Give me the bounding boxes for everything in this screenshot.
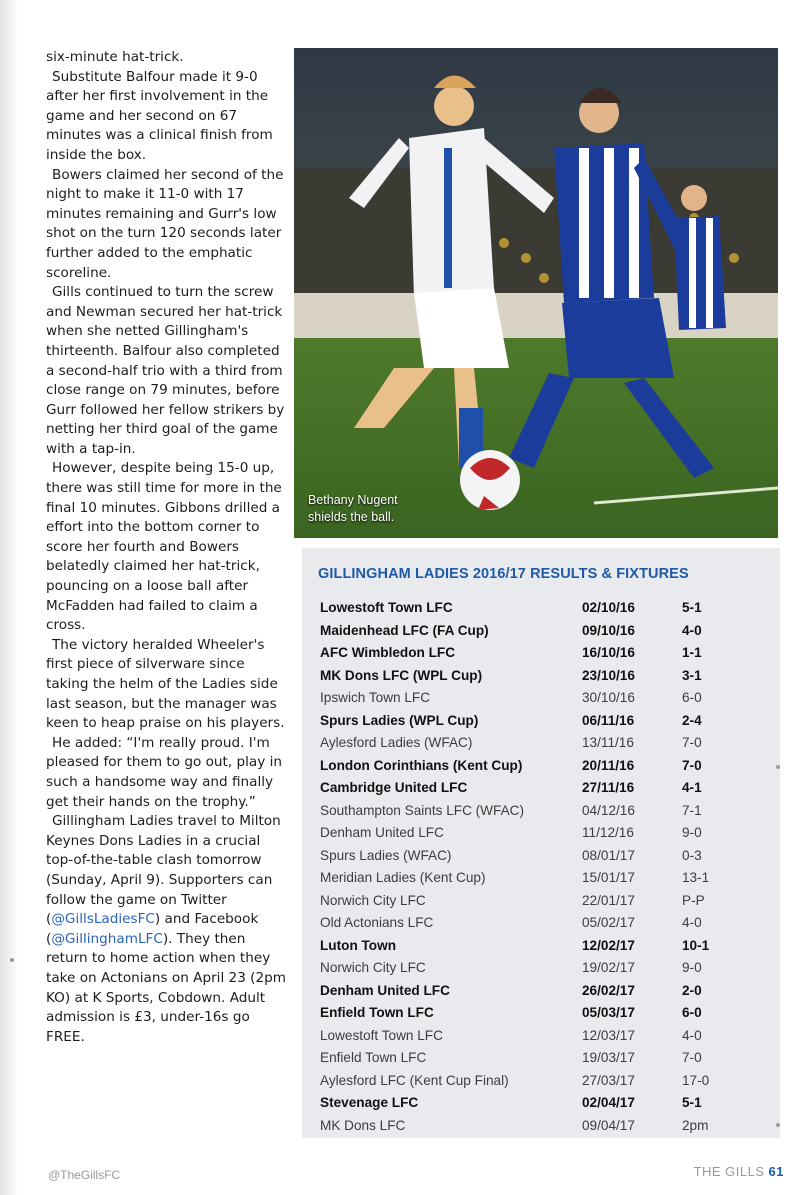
article-text-run: ) and Facebook ( <box>46 911 259 947</box>
article-paragraph: Bowers claimed her second of the night to make it 11-0 with 17 minutes remaining and Gurr's low shot on the turn 120 seconds later further added to the emphatic scoreline. <box>46 166 284 281</box>
fixture-team: Aylesford Ladies (WFAC) <box>320 735 473 750</box>
fixture-date: 12/03/17 <box>582 1027 635 1043</box>
fixture-team: Enfield Town LFC <box>320 1005 434 1020</box>
fixture-score: 6-0 <box>682 1005 702 1020</box>
fixture-date: 22/01/17 <box>582 892 635 908</box>
fixture-date: 11/12/16 <box>582 825 634 840</box>
fixture-row <box>320 1070 770 1091</box>
fixture-date: 05/02/17 <box>582 915 635 930</box>
fixture-row <box>320 755 770 776</box>
article-paragraph: He added: “I'm really proud. I'm pleased for them to go out, play in such a handsome way and finally get their hands on the trophy.” <box>46 734 283 810</box>
fixture-date: 26/02/17 <box>582 982 635 998</box>
article-paragraph: Gills continued to turn the screw and Newman secured her hat-trick when she netted Gillingham's thirteenth. Balfour also completed a second-half trio with a third from close range on 79 minutes, before Gurr followed her fellow strikers by netting her third goal of the game with a tap-in. <box>46 284 285 457</box>
fixture-team: Aylesford LFC (Kent Cup Final) <box>320 1072 509 1088</box>
article-text-run: Gillingham Ladies travel to Milton Keynes Dons Ladies in a crucial top-of-the-table clash tomorrow (Sunday, April 9). Supporters can follow the game on Twitter ( <box>46 813 281 928</box>
match-photo-illustration <box>294 48 778 538</box>
fixture-row <box>320 777 770 798</box>
fixture-score: 2-0 <box>682 982 702 998</box>
fixture-team: MK Dons LFC <box>320 1117 406 1133</box>
fixture-score: 13-1 <box>682 870 710 885</box>
photo-caption <box>308 492 398 526</box>
fixture-row <box>320 732 770 753</box>
fixture-row <box>320 980 770 1001</box>
fixture-score: 2pm <box>682 1117 709 1133</box>
fixture-score: P-P <box>682 892 705 908</box>
fixture-score: 5-1 <box>682 1095 702 1110</box>
fixture-date: 02/04/17 <box>582 1095 635 1110</box>
fixture-team: Lowestoft Town LFC <box>320 1027 443 1043</box>
fixture-score: 3-1 <box>682 667 702 683</box>
fixture-row <box>320 642 770 663</box>
fixture-row <box>320 1115 770 1136</box>
fixture-score: 4-1 <box>682 780 702 795</box>
fixture-team: Ipswich Town LFC <box>320 690 431 705</box>
fixture-row <box>320 665 770 686</box>
fixture-score: 7-0 <box>682 735 702 750</box>
fixture-score: 9-0 <box>682 960 702 975</box>
fixture-team: London Corinthians (Kent Cup) <box>320 757 523 773</box>
fixtures-title: GILLINGHAM LADIES 2016/17 RESULTS & FIXTURES <box>318 566 689 582</box>
fixture-row <box>320 1025 770 1046</box>
fixture-date: 12/02/17 <box>582 937 635 953</box>
fixture-score: 7-0 <box>682 757 702 773</box>
fixture-team: Old Actonians LFC <box>320 915 434 930</box>
fixture-date: 16/10/16 <box>582 645 635 660</box>
fixture-team: Maidenhead LFC (FA Cup) <box>320 622 489 638</box>
fixture-team: Norwich City LFC <box>320 892 426 908</box>
fixture-team: MK Dons LFC (WPL Cup) <box>320 667 483 683</box>
footer-folio <box>694 1164 784 1179</box>
fixture-score: 7-0 <box>682 1050 702 1065</box>
fixture-score: 4-0 <box>682 915 702 930</box>
fixture-row <box>320 800 770 821</box>
fixture-date: 20/11/16 <box>582 757 635 773</box>
fixture-row <box>320 597 770 618</box>
fixture-score: 6-0 <box>682 690 702 705</box>
article-text-run: ). They then return to home action when they take on Actonians on April 23 (2pm KO) at K Sports, Cobdown. Adult admission is £3, under-16s go FREE. <box>46 930 286 1045</box>
fixture-score: 10-1 <box>682 937 710 953</box>
fixture-team: Norwich City LFC <box>320 960 426 975</box>
photo-caption-line: shields the ball. <box>308 510 395 524</box>
footer-social-handle: @TheGillsFC <box>48 1168 121 1182</box>
match-photo <box>294 48 778 538</box>
fixture-team: Denham United LFC <box>320 825 444 840</box>
fixture-team: AFC Wimbledon LFC <box>320 645 456 660</box>
fixture-team: Denham United LFC <box>320 982 450 998</box>
facebook-handle-link[interactable]: @GillinghamLFC <box>51 930 163 947</box>
fixture-date: 30/10/16 <box>582 690 635 705</box>
fixture-row <box>320 710 770 731</box>
article-text <box>46 48 286 1047</box>
fixture-date: 23/10/16 <box>582 667 635 683</box>
fixture-date: 04/12/16 <box>582 802 635 818</box>
fixture-row <box>320 1047 770 1068</box>
fixture-date: 09/10/16 <box>582 622 635 638</box>
page-number: 61 <box>768 1164 784 1179</box>
fixture-row <box>320 1092 770 1113</box>
fixture-team: Lowestoft Town LFC <box>320 600 453 615</box>
fixture-date: 08/01/17 <box>582 847 635 863</box>
fixture-row <box>320 1002 770 1023</box>
fixture-date: 06/11/16 <box>582 712 635 728</box>
fixture-team: Spurs Ladies (WPL Cup) <box>320 712 479 728</box>
fixture-score: 1-1 <box>682 645 702 660</box>
fixture-team: Enfield Town LFC <box>320 1050 427 1065</box>
fixture-team: Southampton Saints LFC (WFAC) <box>320 802 524 818</box>
fixture-team: Luton Town <box>320 937 396 953</box>
fixture-date: 27/03/17 <box>582 1072 635 1088</box>
fixture-score: 4-0 <box>682 1027 702 1043</box>
twitter-handle-link[interactable]: @GillsLadiesFC <box>51 911 155 928</box>
article-paragraph: However, despite being 15-0 up, there was still time for more in the final 10 minutes. Gibbons drilled a effort into the bottom corner to score her fourth and Bowers belatedly claimed her hat-trick, pouncing on a loose ball after McFadden had failed to claim a cross. <box>46 460 282 634</box>
fixture-score: 2-4 <box>682 712 702 728</box>
fixture-team: Spurs Ladies (WFAC) <box>320 847 452 863</box>
article-paragraph: Substitute Balfour made it 9-0 after her first involvement in the game and her second on 67 minutes was a clinical finish from inside the box. <box>46 68 273 163</box>
print-speck <box>776 1123 780 1127</box>
print-speck <box>776 765 780 769</box>
fixture-score: 0-3 <box>682 847 702 863</box>
article-paragraph: The victory heralded Wheeler's first piece of silverware since taking the helm of the Ladies side last season, but the manager was keen to heap praise on his players. <box>46 636 285 732</box>
fixture-date: 02/10/16 <box>582 600 635 615</box>
photo-caption-line: Bethany Nugent <box>308 493 398 507</box>
fixture-row <box>320 890 770 911</box>
fixture-row <box>320 822 770 843</box>
fixture-team: Cambridge United LFC <box>320 780 468 795</box>
fixture-date: 19/03/17 <box>582 1050 635 1065</box>
results-fixtures-panel <box>302 548 780 1138</box>
fixture-score: 5-1 <box>682 600 702 615</box>
fixture-row <box>320 845 770 866</box>
fixture-date: 19/02/17 <box>582 960 635 975</box>
article-paragraph-final <box>46 812 286 1047</box>
fixture-score: 4-0 <box>682 622 702 638</box>
fixture-row <box>320 620 770 641</box>
fixture-date: 27/11/16 <box>582 780 635 795</box>
article-paragraph: six-minute hat-trick. <box>46 49 184 65</box>
fixture-row <box>320 912 770 933</box>
fixture-date: 15/01/17 <box>582 870 635 885</box>
page-spine-shadow <box>0 0 18 1195</box>
fixture-score: 9-0 <box>682 825 702 840</box>
fixture-team: Meridian Ladies (Kent Cup) <box>320 870 486 885</box>
fixture-row <box>320 867 770 888</box>
fixture-date: 13/11/16 <box>582 735 634 750</box>
fixture-row <box>320 687 770 708</box>
fixture-row <box>320 957 770 978</box>
fixture-date: 05/03/17 <box>582 1005 635 1020</box>
print-speck <box>10 958 14 962</box>
fixture-team: Stevenage LFC <box>320 1095 419 1110</box>
fixture-score: 7-1 <box>682 802 702 818</box>
magazine-name: THE GILLS <box>693 1164 765 1179</box>
fixture-date: 09/04/17 <box>582 1117 635 1133</box>
fixture-row <box>320 935 770 956</box>
fixture-score: 17-0 <box>682 1072 710 1088</box>
